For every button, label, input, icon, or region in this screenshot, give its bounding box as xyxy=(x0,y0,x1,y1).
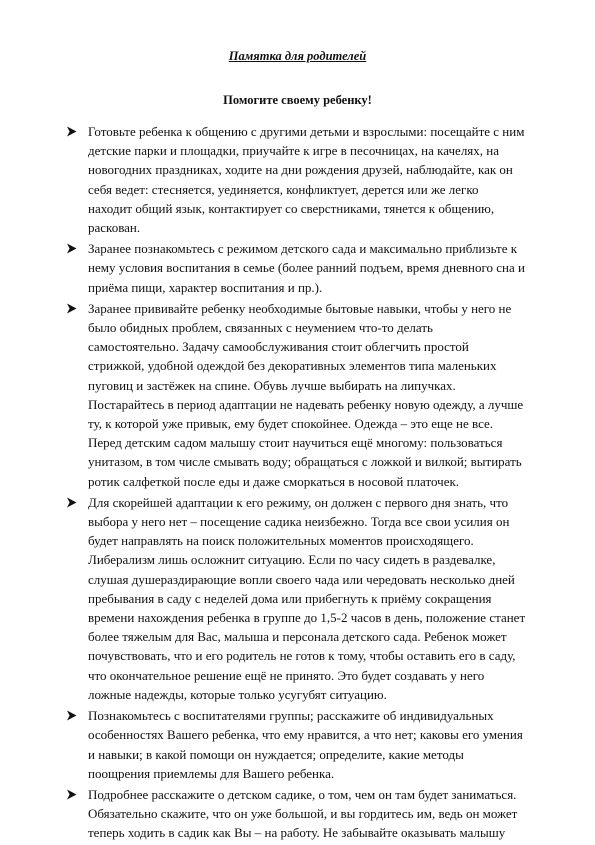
paragraph-line: приёма пищи, характер воспитания и пр.). xyxy=(88,279,323,295)
arrowhead-bullet-icon xyxy=(66,493,78,512)
paragraph-line: нему условия воспитания в семье (более ранний подъем, время дневного сна и xyxy=(88,260,525,276)
paragraph-line: ту, к которой уже привык, ему будет спокойнее. Одежда – это еще не все. xyxy=(88,416,494,432)
paragraph-line: Постарайтесь в период адаптации не надевать ребенку новую одежду, а лучше xyxy=(88,396,524,412)
document-title: Памятка для родителей xyxy=(228,49,367,63)
paragraph-line: слушая душераздирающие вопли своего чада или чередовать несколько дней xyxy=(88,571,515,587)
arrowhead-bullet-icon xyxy=(66,239,78,258)
paragraph-line: Готовьте ребенка к общению с другими детьми и взрослыми: посещайте с ним xyxy=(88,124,525,139)
list-item xyxy=(64,706,554,783)
paragraph-line: Познакомьтесь с воспитателями группы; расскажите об индивидуальных xyxy=(88,708,494,724)
paragraph-line: новогодних праздниках, ходите на дни рождения друзей, наблюдайте, как он xyxy=(88,162,513,178)
paragraph-line: Либерализм лишь осложнит ситуацию. Если по часу сидеть в раздевалке, xyxy=(88,552,496,568)
paragraph-line: выбора у него нет – посещение садика неизбежно. Тогда все свои усилия он xyxy=(88,514,510,530)
arrowhead-bullet-icon xyxy=(66,122,78,141)
paragraph-line: стрижкой, удобной одеждой без декоративных элементов типа маленьких xyxy=(88,358,497,374)
arrowhead-bullet-icon xyxy=(66,785,78,804)
paragraph-line: Заранее познакомьтесь с режимом детского сада и максимально приблизьте к xyxy=(88,241,518,257)
paragraph-line: детские парки и площадки, приучайте к игре в песочницах, на качелях, на xyxy=(88,143,500,159)
paragraph-line: почувствовать, что и его родитель не готов к тому, чтобы оставить его в саду, xyxy=(88,648,516,664)
paragraph-line: самостоятельно. Задачу самообслуживания стоит облегчить простой xyxy=(88,339,469,355)
paragraph-line: раскован. xyxy=(88,220,141,236)
paragraph-line: Обязательно скажите, что он уже большой, и вы гордитесь им, ведь он может xyxy=(88,806,518,822)
list-item xyxy=(64,122,554,237)
paragraph-line: поощрения приемлемы для Вашего ребенка. xyxy=(88,765,335,781)
paragraph-line: ложные надежды, которые только усугубят ситуацию. xyxy=(88,686,387,702)
document-subtitle: Помогите своему ребенку! xyxy=(223,93,372,107)
paragraph-line: и навыки; в какой помощи он нуждается; определите, какие методы xyxy=(88,746,464,762)
paragraph-line: Заранее прививайте ребенку необходимые бытовые навыки, чтобы у него не xyxy=(88,300,512,316)
paragraph-line: будет направлять на поиск положительных моментов происходящего. xyxy=(88,533,474,549)
list-item xyxy=(64,299,554,491)
list-item xyxy=(64,493,554,704)
list-item xyxy=(64,239,554,297)
arrowhead-bullet-icon xyxy=(66,706,78,725)
paragraph-line: Подробнее расскажите о детском садике, о том, чем он там будет заниматься. xyxy=(88,786,517,802)
paragraph-line: себя ведет: стесняется, уединяется, конфликтует, дерется или же легко xyxy=(88,181,479,197)
paragraph-line: было обидных проблем, связанных с неумением что-то делать xyxy=(88,320,433,336)
list-item xyxy=(64,785,554,843)
paragraph-line: пребывания в саду с неделей дома или прибегнуть к приёму сокращения xyxy=(88,590,492,606)
arrowhead-bullet-icon xyxy=(66,299,78,318)
paragraph-line: пуговиц и застёжек на спине. Обувь лучше выбирать на липучках. xyxy=(88,377,456,393)
paragraph-line: более тяжелым для Вас, малыша и персонала детского сада. Ребенок может xyxy=(88,629,507,645)
paragraph-line: ротик салфеткой после еды и даже сморкаться в носовой платочек. xyxy=(88,473,460,489)
paragraph-line: особенностях Вашего ребенка, что ему нравится, а что нет; каковы его умения xyxy=(88,727,523,743)
paragraph-line: теперь ходить в садик как Вы – на работу. Не забывайте оказывать малышу xyxy=(88,825,506,841)
paragraph-line: Для скорейшей адаптации к его режиму, он должен с первого дня знать, что xyxy=(88,494,509,510)
paragraph-line: времени нахождения ребенка в группе до 1,5-2 часов в день, положение станет xyxy=(88,610,526,626)
paragraph-line: находит общий язык, контактирует со сверстниками, тянется к общению, xyxy=(88,200,495,216)
advice-list xyxy=(64,122,554,845)
paragraph-line: Перед детским садом малышу стоит научиться ещё многому: пользоваться xyxy=(88,435,503,451)
paragraph-line: унитазом, в том числе смывать воду; обращаться с ложкой и вилкой; вытирать xyxy=(88,454,522,470)
paragraph-line: что окончательное решение ещё не принято. Это будет создавать у него xyxy=(88,667,485,683)
